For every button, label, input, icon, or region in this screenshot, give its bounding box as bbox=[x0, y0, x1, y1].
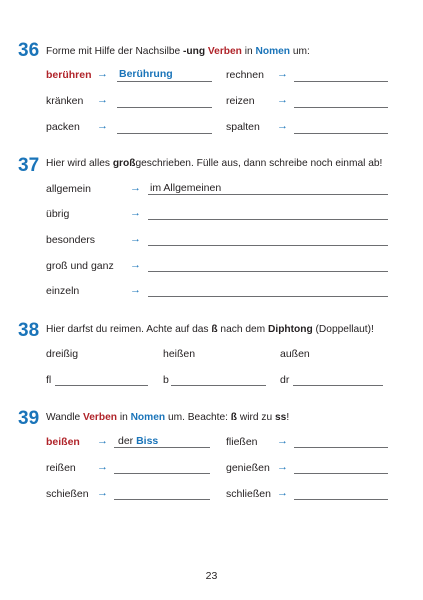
ex37-word-1: allgemein bbox=[46, 183, 91, 195]
ex36-answer-line-right-3[interactable] bbox=[294, 133, 388, 134]
ex39-word-2: reißen bbox=[46, 462, 76, 474]
ex38-word-2: heißen bbox=[163, 348, 196, 360]
arrow-icon: → bbox=[277, 120, 288, 132]
ex38-word-1: dreißig bbox=[46, 348, 79, 360]
ex36-answer-line-2[interactable] bbox=[117, 107, 212, 108]
ex39-answer-line-2[interactable] bbox=[114, 473, 210, 474]
ex38-answer-line-2[interactable] bbox=[171, 385, 266, 386]
ex36-word-2: kränken bbox=[46, 95, 84, 107]
arrow-icon: → bbox=[130, 182, 141, 194]
ex37-answer-1: im Allgemeinen bbox=[150, 182, 222, 194]
arrow-icon: → bbox=[97, 435, 108, 447]
exercise-36-instruction: Forme mit Hilfe der Nachsilbe -ung Verben in Nomen um: bbox=[46, 46, 310, 57]
ex39-word-right-2: genießen bbox=[226, 462, 270, 474]
arrow-icon: → bbox=[130, 233, 141, 245]
exercise-number-37: 37 bbox=[18, 155, 40, 176]
arrow-icon: → bbox=[97, 461, 108, 473]
ex37-word-4: groß und ganz bbox=[46, 260, 114, 272]
arrow-icon: → bbox=[277, 68, 288, 80]
ex39-answer-line-1[interactable] bbox=[114, 447, 210, 448]
ex39-word-right-1: fließen bbox=[226, 436, 258, 448]
ex37-answer-line-1[interactable] bbox=[148, 194, 388, 195]
exercise-number-39: 39 bbox=[18, 408, 40, 429]
arrow-icon: → bbox=[130, 207, 141, 219]
arrow-icon: → bbox=[97, 120, 108, 132]
ex36-word-right-2: reizen bbox=[226, 95, 255, 107]
ex36-word-right-3: spalten bbox=[226, 121, 260, 133]
ex38-prefix-2: b bbox=[163, 374, 169, 386]
ex38-answer-line-3[interactable] bbox=[293, 385, 383, 386]
ex38-word-3: außen bbox=[280, 348, 310, 360]
ex39-answer-line-right-3[interactable] bbox=[294, 499, 388, 500]
ex37-answer-line-4[interactable] bbox=[148, 271, 388, 272]
ex36-word-1: berühren bbox=[46, 69, 92, 81]
arrow-icon: → bbox=[277, 435, 288, 447]
ex38-prefix-1: fl bbox=[46, 374, 52, 386]
arrow-icon: → bbox=[277, 461, 288, 473]
ex39-answer-line-right-2[interactable] bbox=[294, 473, 388, 474]
ex39-word-right-3: schließen bbox=[226, 488, 271, 500]
arrow-icon: → bbox=[130, 259, 141, 271]
ex38-prefix-3: dr bbox=[280, 374, 290, 386]
arrow-icon: → bbox=[277, 94, 288, 106]
ex37-word-3: besonders bbox=[46, 234, 96, 246]
ex39-answer-1: der Biss bbox=[118, 435, 159, 447]
ex37-word-5: einzeln bbox=[46, 285, 80, 297]
arrow-icon: → bbox=[97, 94, 108, 106]
arrow-icon: → bbox=[277, 487, 288, 499]
exercise-37-instruction: Hier wird alles großgeschrieben. Fülle aus, dann schreibe noch einmal ab! bbox=[46, 158, 383, 169]
ex39-answer-line-right-1[interactable] bbox=[294, 447, 388, 448]
ex36-answer-line-right-1[interactable] bbox=[294, 81, 388, 82]
ex36-word-3: packen bbox=[46, 121, 80, 133]
ex36-answer-line-right-2[interactable] bbox=[294, 107, 388, 108]
ex37-answer-line-3[interactable] bbox=[148, 245, 388, 246]
ex36-word-right-1: rechnen bbox=[226, 69, 264, 81]
arrow-icon: → bbox=[97, 68, 108, 80]
arrow-icon: → bbox=[130, 284, 141, 296]
ex36-answer-line-1[interactable] bbox=[117, 81, 212, 82]
ex37-answer-line-2[interactable] bbox=[148, 219, 388, 220]
ex37-answer-line-5[interactable] bbox=[148, 296, 388, 297]
ex39-word-1: beißen bbox=[46, 436, 80, 448]
ex38-answer-line-1[interactable] bbox=[55, 385, 148, 386]
exercise-39-instruction: Wandle Verben in Nomen um. Beachte: ß wird zu ss! bbox=[46, 412, 290, 423]
arrow-icon: → bbox=[97, 487, 108, 499]
exercise-number-36: 36 bbox=[18, 40, 40, 61]
ex37-word-2: übrig bbox=[46, 208, 70, 220]
ex39-word-3: schießen bbox=[46, 488, 89, 500]
exercise-number-38: 38 bbox=[18, 320, 40, 341]
ex36-answer-line-3[interactable] bbox=[117, 133, 212, 134]
exercise-38-instruction: Hier darfst du reimen. Achte auf das ß nach dem Diphtong (Doppellaut)! bbox=[46, 324, 374, 335]
page-number: 23 bbox=[205, 570, 218, 582]
ex36-answer-1: Berührung bbox=[119, 68, 173, 80]
ex39-answer-line-3[interactable] bbox=[114, 499, 210, 500]
